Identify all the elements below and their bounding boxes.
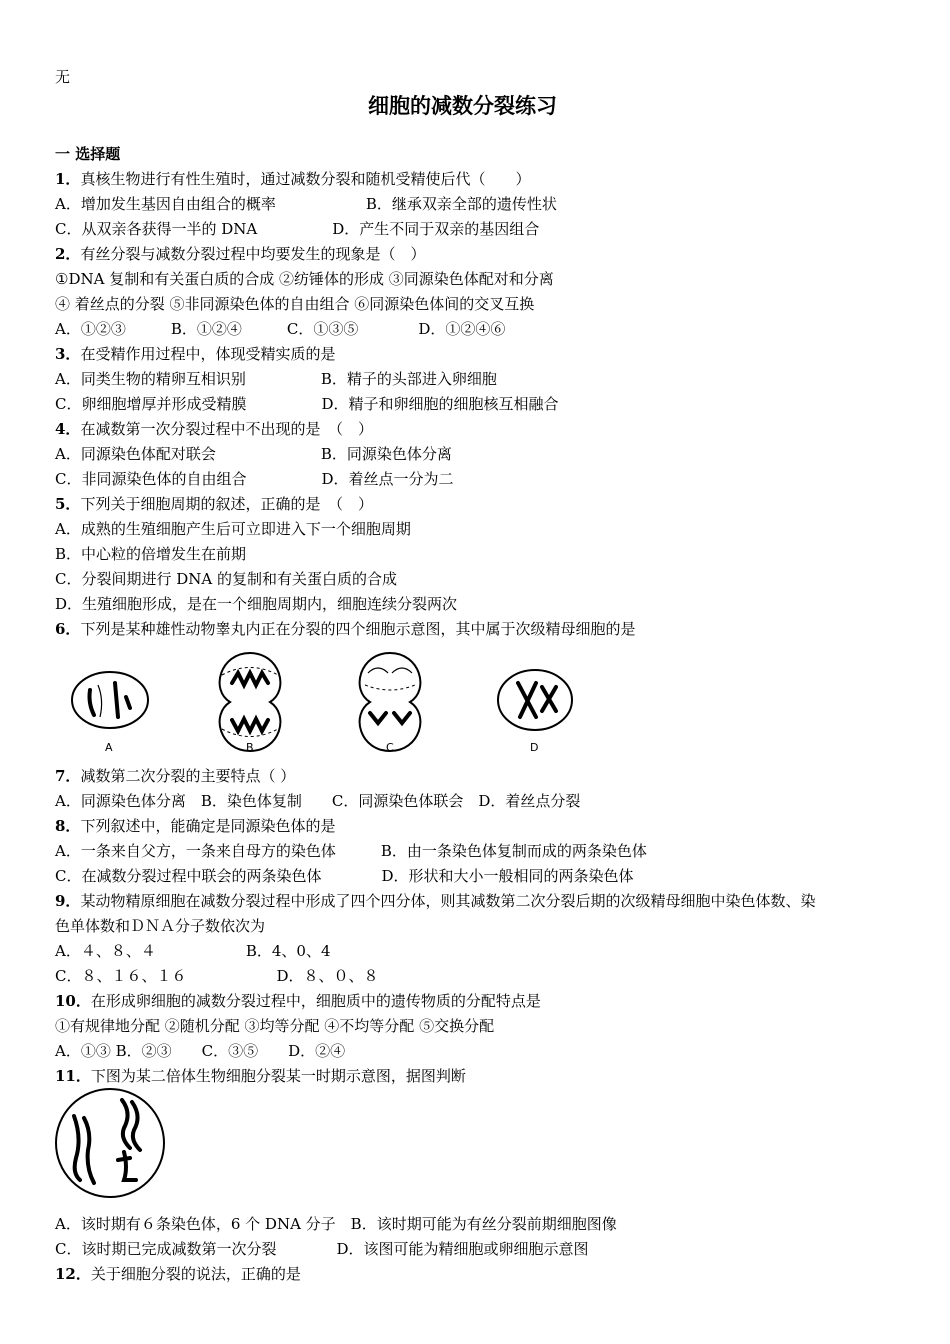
question-text: 下列关于细胞周期的叙述，正确的是 （ ） <box>80 495 373 513</box>
question-option-line <box>55 393 559 414</box>
question-text: C．在减数分裂过程中联会的两条染色体 D．形状和大小一般相同的两条染色体 <box>55 867 634 885</box>
question-option-line <box>55 293 534 314</box>
question-option-line <box>55 1213 617 1234</box>
question-stem <box>55 418 373 439</box>
question-stem <box>55 493 373 514</box>
question-text: 有丝分裂与减数分裂过程中均要发生的现象是（ ） <box>80 245 426 263</box>
question-number: 5． <box>55 495 81 513</box>
question-option-line <box>55 443 452 464</box>
question-option-line <box>55 268 554 289</box>
question-stem <box>55 618 635 639</box>
question-option-line <box>55 840 647 861</box>
figure-q11-cell <box>52 1088 172 1198</box>
question-text: ①有规律地分配 ②随机分配 ③均等分配 ④不均等分配 ⑤交换分配 <box>55 1017 495 1035</box>
question-text: A．成熟的生殖细胞产生后可立即进入下一个细胞周期 <box>55 520 411 538</box>
question-option-line <box>55 1040 345 1061</box>
page-title: 细胞的减数分裂练习 <box>368 93 557 118</box>
question-option-line <box>55 1238 589 1259</box>
question-text: A．４、８、４ B．4、0、4 <box>55 942 331 960</box>
question-option-line <box>55 593 457 614</box>
question-stem <box>55 1065 466 1086</box>
question-text: A．①②③ B．①②④ C．①③⑤ D．①②④⑥ <box>55 320 506 338</box>
question-stem <box>55 990 541 1011</box>
question-text: 下列叙述中，能确定是同源染色体的是 <box>80 817 336 835</box>
section-heading: 一 选择题 <box>55 145 121 163</box>
question-number: 6． <box>55 620 81 638</box>
question-text: B．中心粒的倍增发生在前期 <box>55 545 247 563</box>
question-text: 在形成卵细胞的减数分裂过程中，细胞质中的遗传物质的分配特点是 <box>90 992 541 1010</box>
question-text: C．非同源染色体的自由组合 D．着丝点一分为二 <box>55 470 454 488</box>
cell-b-diagram <box>220 653 281 751</box>
question-number: 2． <box>55 245 81 263</box>
question-text: A．①③ B．②③ C．③⑤ D．②④ <box>55 1042 346 1060</box>
question-text: ①DNA 复制和有关蛋白质的合成 ②纺锤体的形成 ③同源染色体配对和分离 <box>55 270 554 288</box>
question-option-line <box>55 368 497 389</box>
question-option-line <box>55 865 634 886</box>
cell-a-diagram <box>72 672 148 728</box>
question-text: C．该时期已完成减数第一次分裂 D．该图可能为精细胞或卵细胞示意图 <box>55 1240 589 1258</box>
question-option-line <box>55 1015 494 1036</box>
figure-label-d: D <box>530 741 539 754</box>
question-text: D．生殖细胞形成，是在一个细胞周期内，细胞连续分裂两次 <box>55 595 458 613</box>
question-stem <box>55 343 335 364</box>
question-number: 7． <box>55 767 81 785</box>
question-stem <box>55 815 335 836</box>
question-text: 关于细胞分裂的说法，正确的是 <box>90 1265 301 1283</box>
question-stem <box>55 168 530 189</box>
figure-label-c: C <box>386 741 394 754</box>
figure-q6-cells <box>60 645 580 755</box>
question-option-line <box>55 940 331 961</box>
cell-c-diagram <box>360 653 421 751</box>
question-text: A．一条来自父方，一条来自母方的染色体 B．由一条染色体复制而成的两条染色体 <box>55 842 647 860</box>
figure-label-b: B <box>246 741 254 754</box>
figure-label-a: A <box>105 741 113 754</box>
question-text: 在减数第一次分裂过程中不出现的是 （ ） <box>80 420 373 438</box>
question-option-line <box>55 318 505 339</box>
question-text: ④ 着丝点的分裂 ⑤非同源染色体的自由组合 ⑥同源染色体间的交叉互换 <box>55 295 535 313</box>
question-text: A．同源染色体分离 B．染色体复制 C．同源染色体联会 D．着丝点分裂 <box>55 792 581 810</box>
question-option-line <box>55 965 379 986</box>
question-number: 3． <box>55 345 81 363</box>
question-option-line <box>55 468 454 489</box>
question-text: C．８、１６、１６ D．８、０、８ <box>55 967 379 985</box>
question-stem <box>55 1263 301 1284</box>
question-text: C．从双亲各获得一半的 DNA D．产生不同于双亲的基因组合 <box>55 220 540 238</box>
question-text: A．同类生物的精卵互相识别 B．精子的头部进入卵细胞 <box>55 370 497 388</box>
question-text: A．同源染色体配对联会 B．同源染色体分离 <box>55 445 452 463</box>
question-number: 4． <box>55 420 81 438</box>
question-text: 下列是某种雄性动物睾丸内正在分裂的四个细胞示意图，其中属于次级精母细胞的是 <box>80 620 636 638</box>
question-number: 11． <box>55 1067 91 1085</box>
question-text: 在受精作用过程中，体现受精实质的是 <box>80 345 336 363</box>
question-number: 10． <box>55 992 91 1010</box>
question-text: 真核生物进行有性生殖时，通过减数分裂和随机受精使后代（ ） <box>80 170 531 188</box>
question-option-line <box>55 915 265 936</box>
question-stem <box>55 765 295 786</box>
question-stem <box>55 243 425 264</box>
cell-d-diagram <box>498 670 572 730</box>
question-text: C．分裂间期进行 DNA 的复制和有关蛋白质的合成 <box>55 570 397 588</box>
question-text: A．该时期有６条染色体，6 个 DNA 分子 B．该时期可能为有丝分裂前期细胞图像 <box>55 1215 617 1233</box>
question-text: 某动物精原细胞在减数分裂过程中形成了四个四分体，则其减数第二次分裂后期的次级精母细胞中染色体数、染 <box>80 892 816 910</box>
question-option-line <box>55 790 580 811</box>
header-mark: 无 <box>55 68 71 86</box>
question-number: 8． <box>55 817 81 835</box>
question-option-line <box>55 568 397 589</box>
question-number: 1． <box>55 170 81 188</box>
question-option-line <box>55 218 539 239</box>
question-text: 色单体数和ＤＮＡ分子数依次为 <box>55 917 266 935</box>
question-option-line <box>55 518 411 539</box>
question-option-line <box>55 193 557 214</box>
question-stem <box>55 890 815 911</box>
question-text: 减数第二次分裂的主要特点（ ） <box>80 767 296 785</box>
question-option-line <box>55 543 246 564</box>
question-text: 下图为某二倍体生物细胞分裂某一时期示意图，据图判断 <box>90 1067 466 1085</box>
question-number: 12． <box>55 1265 91 1283</box>
question-number: 9． <box>55 892 81 910</box>
question-text: A．增加发生基因自由组合的概率 B．继承双亲全部的遗传性状 <box>55 195 557 213</box>
question-text: C．卵细胞增厚并形成受精膜 D．精子和卵细胞的细胞核互相融合 <box>55 395 559 413</box>
